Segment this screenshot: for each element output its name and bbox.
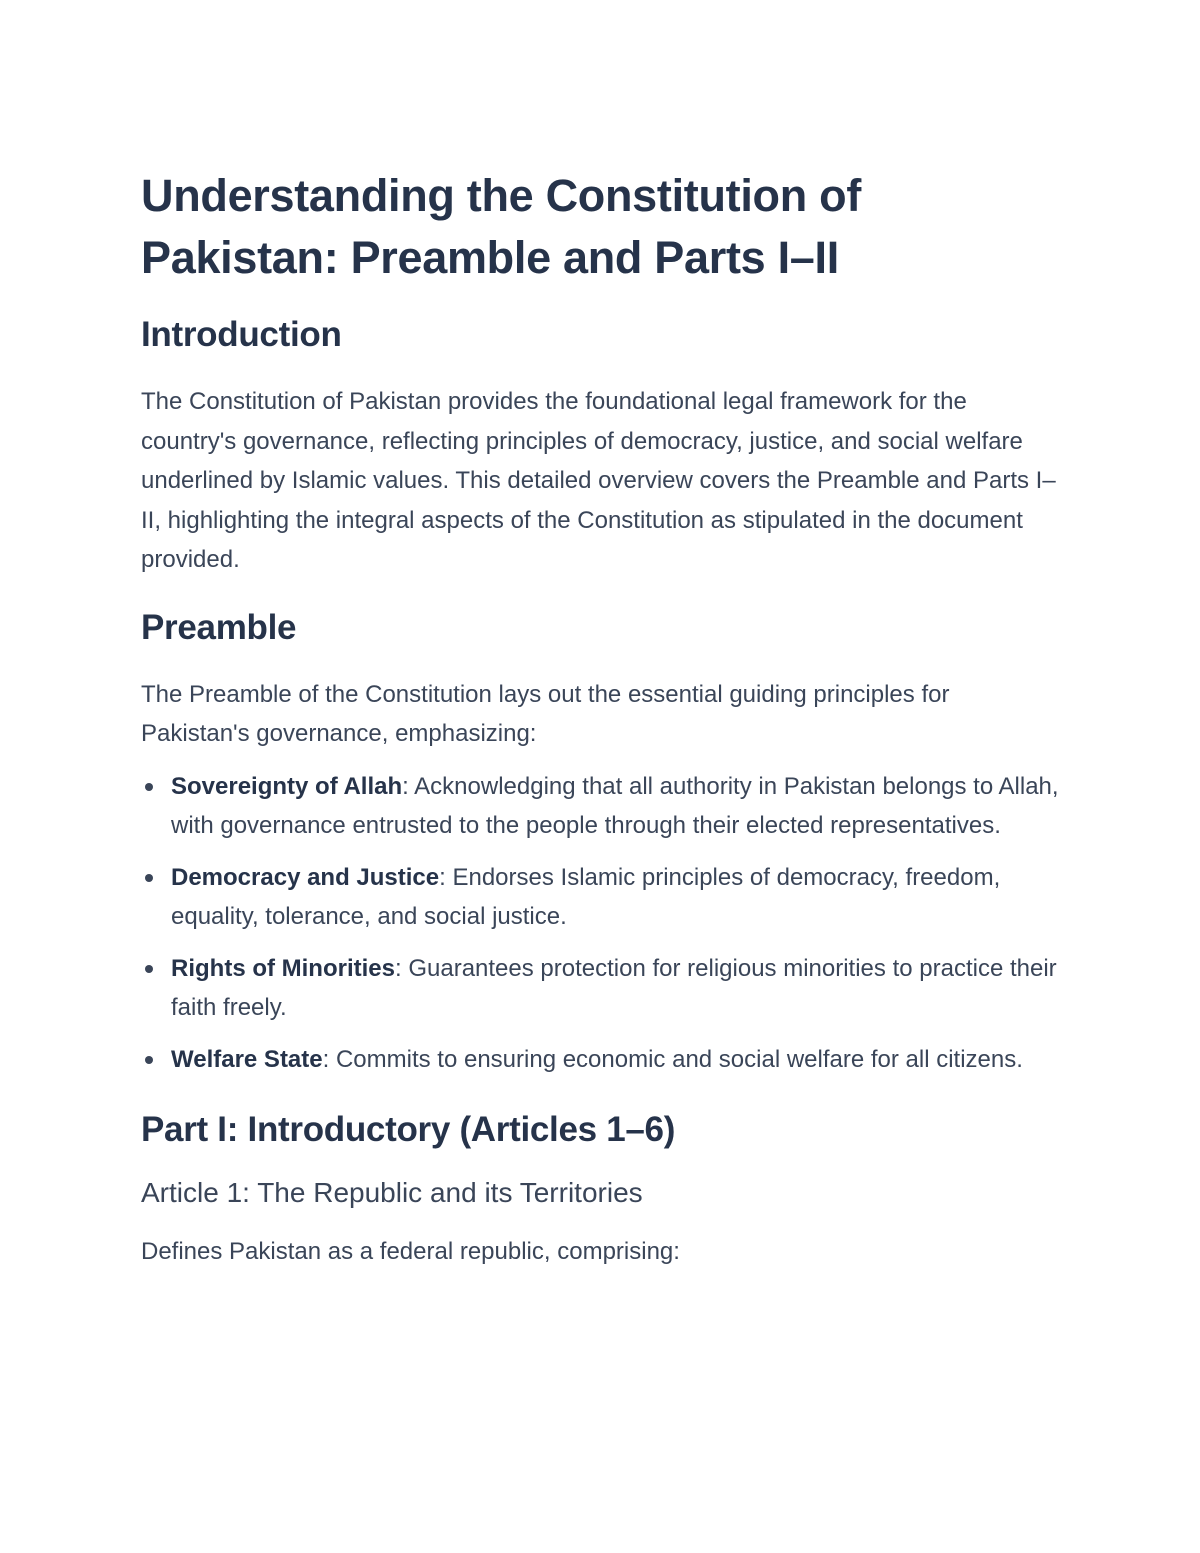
bullet-icon bbox=[145, 874, 153, 882]
list-item-text: : Commits to ensuring economic and social welfare for all citizens. bbox=[322, 1045, 1023, 1073]
bullet-icon bbox=[145, 965, 153, 973]
document-page bbox=[141, 165, 1061, 1272]
part-one-heading: Part I: Introductory (Articles 1–6) bbox=[141, 1110, 676, 1149]
list-item-text: : Guarantees protection for religious minorities to practice their faith freely. bbox=[171, 954, 1057, 1021]
preamble-paragraph: The Preamble of the Constitution lays out the essential guiding principles for Pakistan's governance, emphasizing: bbox=[141, 680, 950, 747]
list-item bbox=[141, 1040, 1061, 1080]
list-item bbox=[141, 949, 1061, 1028]
introduction-heading: Introduction bbox=[141, 315, 342, 354]
bullet-icon bbox=[145, 1056, 153, 1064]
article-one-heading: Article 1: The Republic and its Territories bbox=[141, 1177, 643, 1208]
bullet-icon bbox=[145, 783, 153, 791]
document-title: Understanding the Constitution of Pakistan: Preamble and Parts I–II bbox=[141, 170, 862, 283]
list-item-term: Rights of Minorities bbox=[171, 954, 395, 982]
introduction-paragraph: The Constitution of Pakistan provides the foundational legal framework for the country's governance, reflecting principles of democracy, justice, and social welfare underlined by Islamic values. This detailed overview covers the Preamble and Parts I–II, highlighting the integral aspects of the Constitution as stipulated in the document provided. bbox=[141, 388, 1056, 573]
list-item-term: Sovereignty of Allah bbox=[171, 772, 403, 800]
list-item-text: : Acknowledging that all authority in Pakistan belongs to Allah, with governance entrusted to the people through their elected representatives. bbox=[171, 772, 1059, 839]
list-item-term: Democracy and Justice bbox=[171, 863, 440, 891]
list-item-term: Welfare State bbox=[171, 1045, 323, 1073]
preamble-principles-list bbox=[141, 767, 1061, 1080]
list-item bbox=[141, 858, 1061, 937]
list-item-text: : Endorses Islamic principles of democracy, freedom, equality, tolerance, and social justice. bbox=[171, 863, 1001, 930]
article-one-paragraph: Defines Pakistan as a federal republic, comprising: bbox=[141, 1238, 680, 1265]
preamble-heading: Preamble bbox=[141, 607, 297, 647]
list-item bbox=[141, 767, 1061, 846]
